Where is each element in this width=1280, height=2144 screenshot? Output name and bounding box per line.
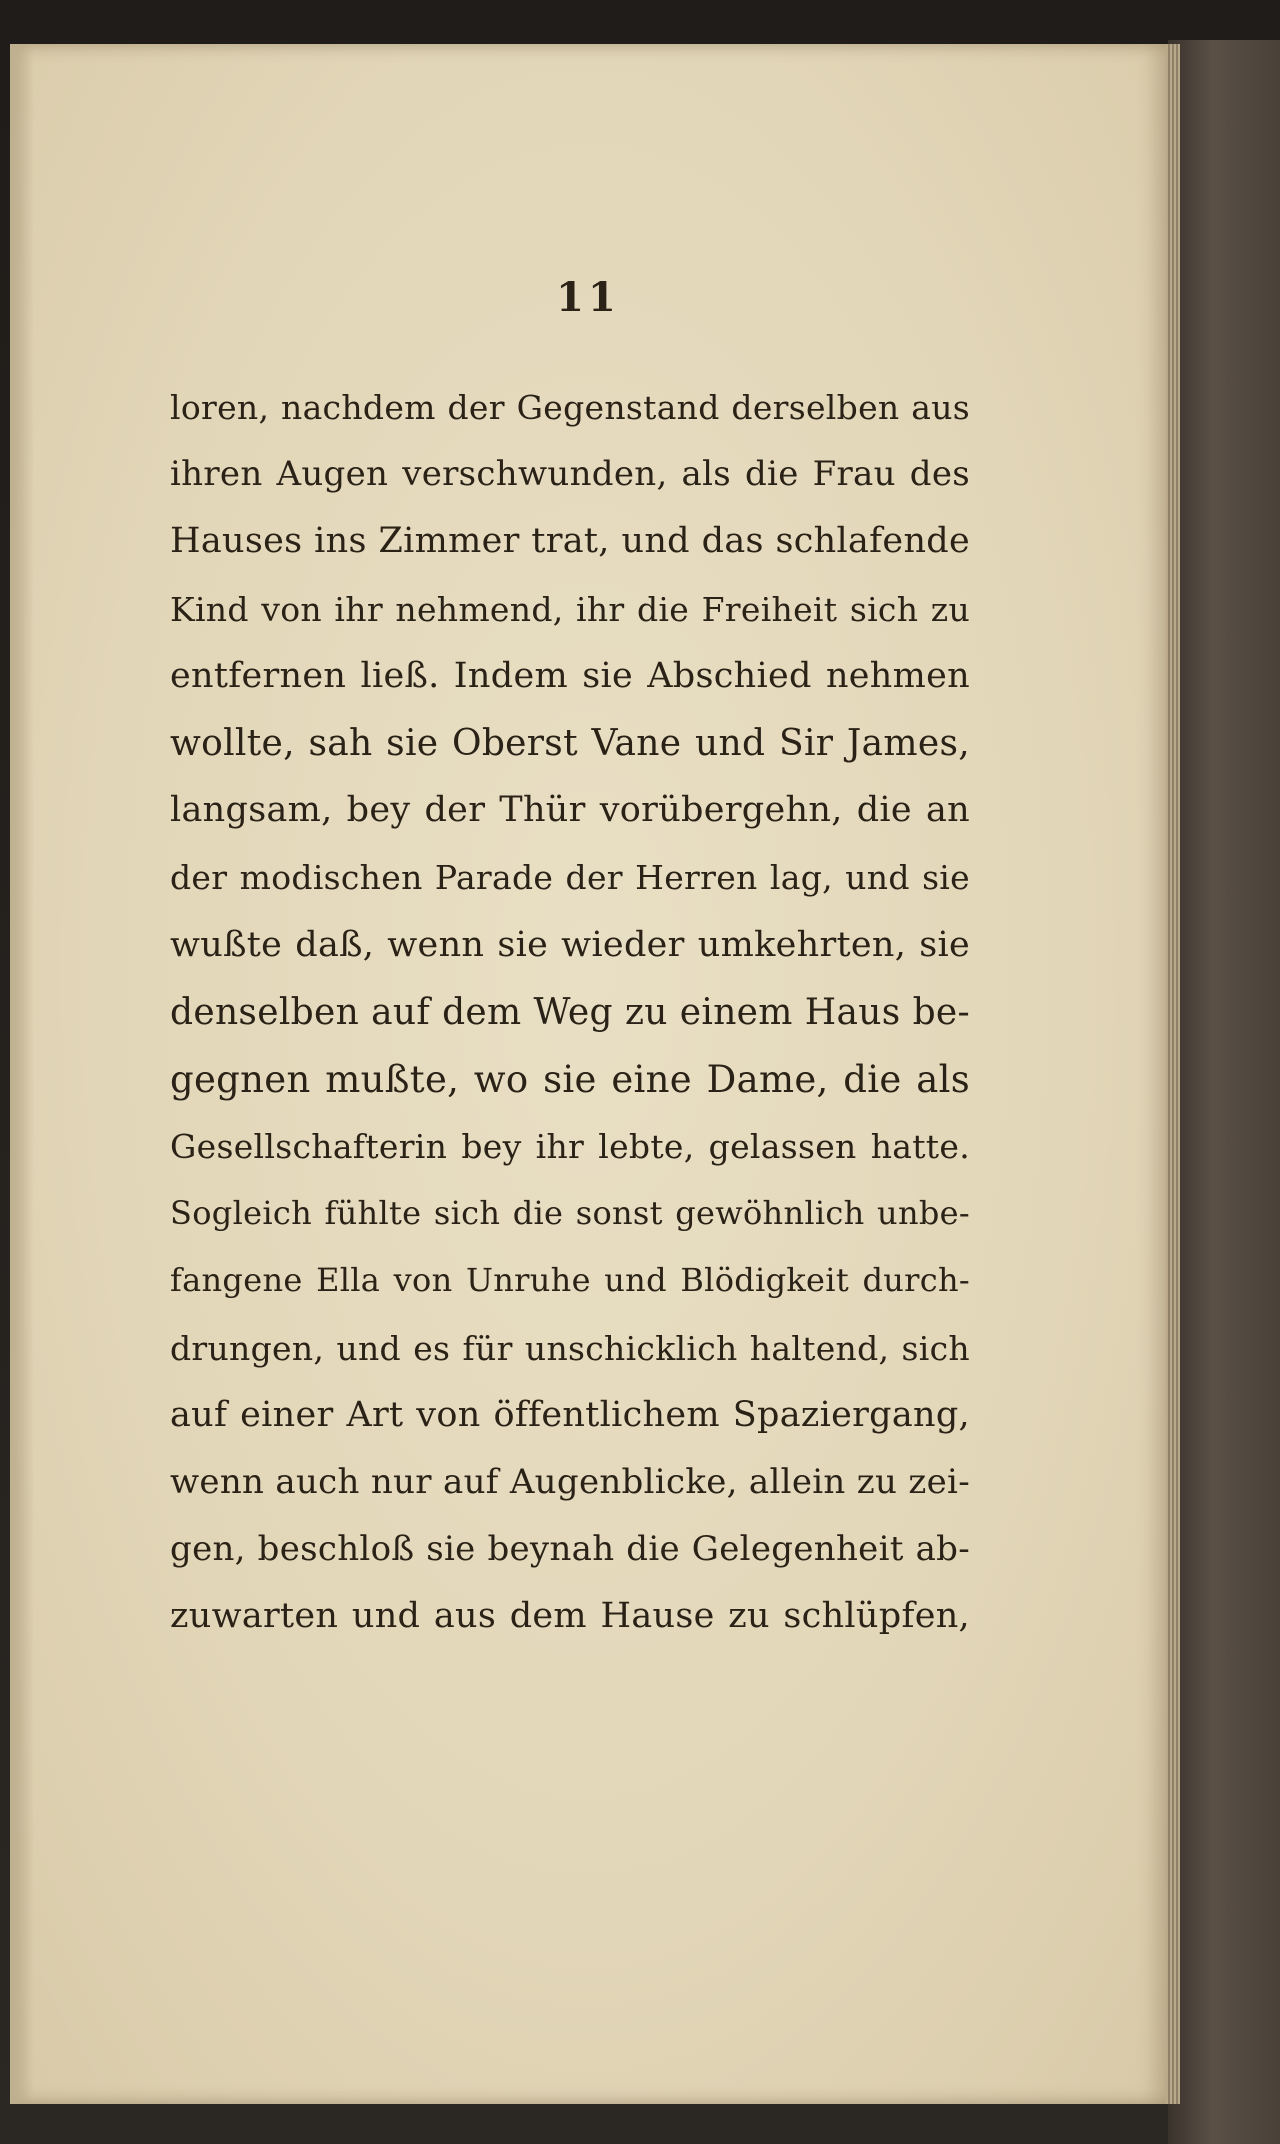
text-line: auf einer Art von öffentlichem Spaziergang,: [170, 1394, 970, 1435]
text-line: drungen, und es für unschicklich haltend, sich: [170, 1328, 970, 1368]
book-page: [10, 44, 1166, 2104]
text-line: wollte, sah sie Oberst Vane und Sir James,: [170, 722, 970, 764]
text-line: loren, nachdem der Gegenstand derselben aus: [170, 388, 970, 427]
text-line: Kind von ihr nehmend, ihr die Freiheit sich zu: [170, 589, 970, 629]
text-line: zuwarten und aus dem Hause zu schlüpfen,: [170, 1596, 970, 1637]
text-line: fangene Ella von Unruhe und Blödigkeit durch-: [170, 1261, 970, 1300]
text-line: Gesellschafterin bey ihr lebte, gelassen hatte.: [170, 1127, 970, 1167]
page-number: 11: [556, 274, 620, 321]
text-line: ihren Augen verschwunden, als die Frau des: [170, 454, 970, 495]
text-line: langsam, bey der Thür vorübergehn, die an: [170, 790, 970, 831]
text-line: entfernen ließ. Indem sie Abschied nehmen: [170, 655, 970, 696]
body-text: [170, 374, 970, 1651]
text-line: der modischen Parade der Herren lag, und sie: [170, 858, 970, 898]
text-line: Sogleich fühlte sich die sonst gewöhnlich unbe-: [170, 1194, 970, 1233]
text-line: wußte daß, wenn sie wieder umkehrten, sie: [170, 924, 970, 965]
book-cover-edge: [1168, 40, 1280, 2144]
text-line: Hauses ins Zimmer trat, und das schlafende: [170, 521, 970, 562]
text-line: wenn auch nur auf Augenblicke, allein zu zei-: [170, 1462, 970, 1502]
text-line: denselben auf dem Weg zu einem Haus be-: [170, 991, 970, 1033]
text-line: gegnen mußte, wo sie eine Dame, die als: [170, 1057, 970, 1101]
text-line: gen, beschloß sie beynah die Gelegenheit ab-: [170, 1529, 970, 1570]
page-gutter: [10, 44, 34, 2104]
